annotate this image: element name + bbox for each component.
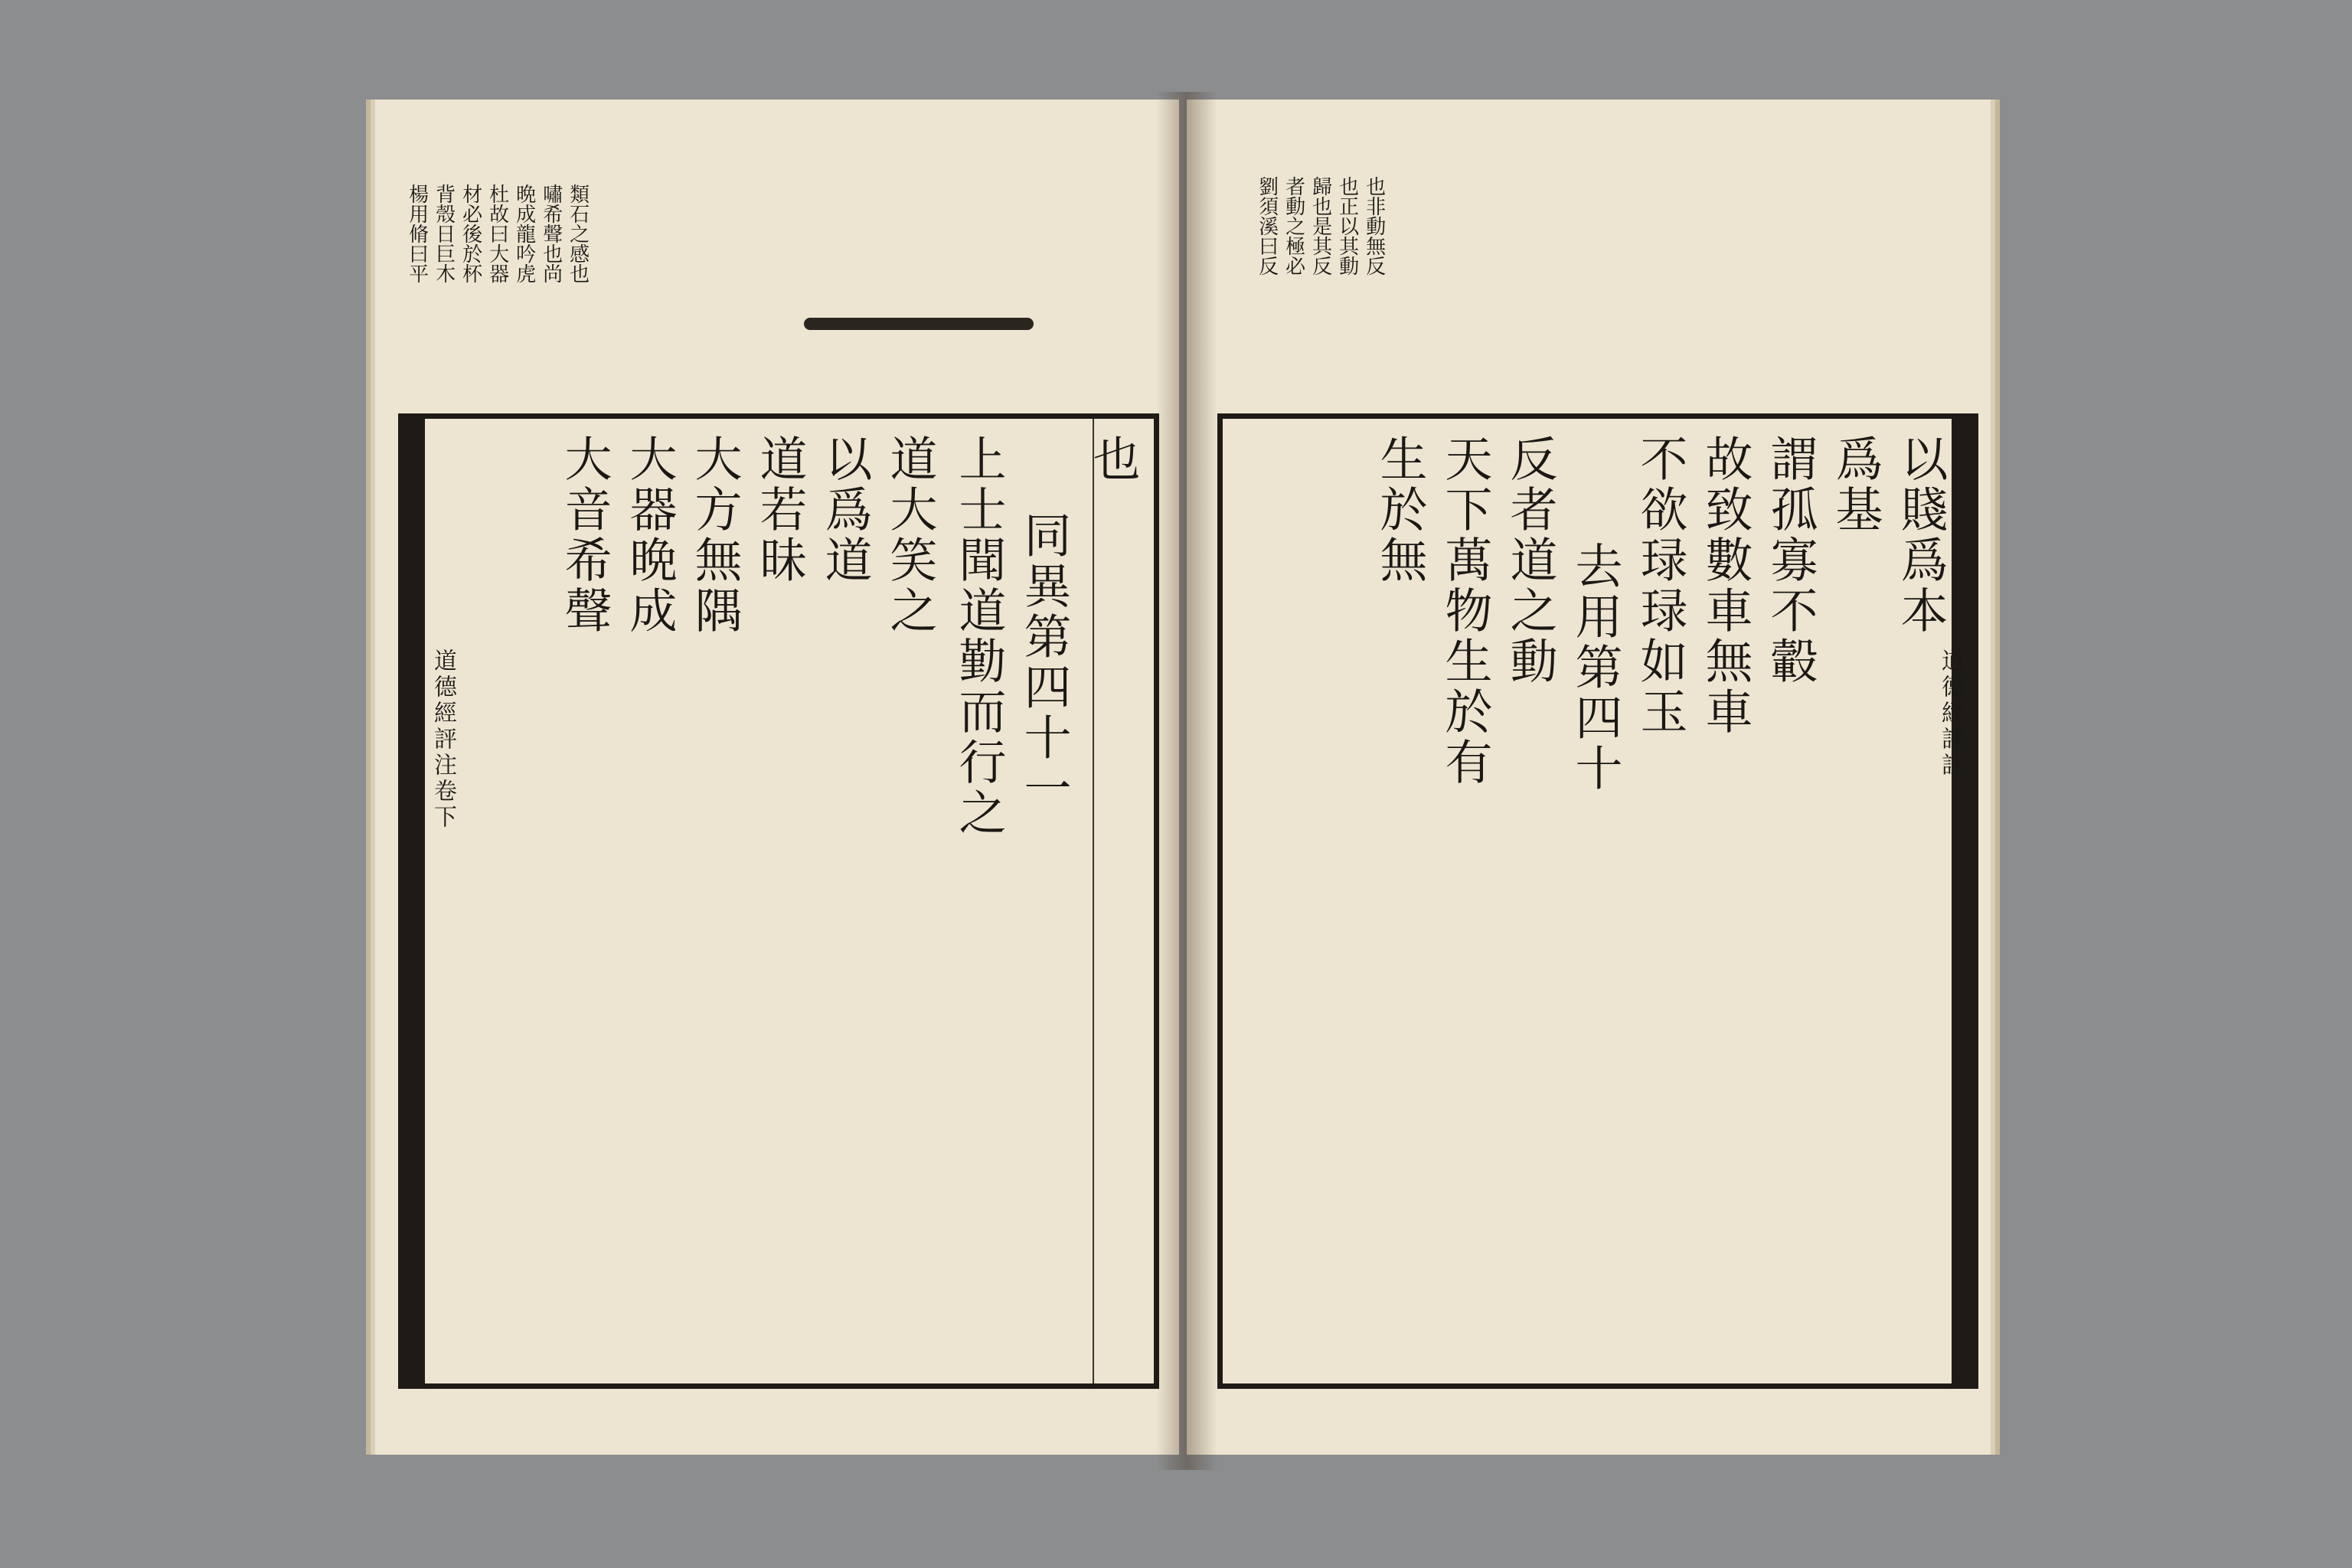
right-col-4: 故致數車無車 — [1697, 434, 1753, 737]
left-frame-edge — [403, 419, 425, 1383]
left-page — [375, 100, 1179, 1455]
column-rule — [1093, 419, 1094, 1383]
left-header-note-1: 楊用脩曰平 — [405, 184, 429, 283]
right-text-frame — [1217, 413, 1978, 1389]
left-col-7: 大方無隅 — [687, 434, 743, 636]
chapter-title-41: 同異第四十一 — [1016, 511, 1072, 814]
right-header-note-2: 者動之極必 — [1282, 176, 1305, 276]
left-col-1: 也 — [1085, 434, 1141, 485]
left-header-note-3: 材必後於杯 — [459, 184, 482, 283]
left-header-note-2: 背殼日巨木 — [432, 184, 456, 283]
right-col-9: 生於無 — [1372, 434, 1428, 586]
right-col-2: 爲基 — [1828, 434, 1883, 535]
right-col-8: 天下萬物生於有 — [1437, 434, 1493, 788]
right-page — [1187, 100, 1991, 1455]
left-col-5: 以爲道 — [817, 434, 873, 586]
left-header-note-5: 晩成龍吟虎 — [512, 184, 536, 283]
right-header-note-4: 也正以其動 — [1335, 176, 1359, 276]
ink-smudge — [804, 318, 1034, 330]
left-col-8: 大器晩成 — [622, 434, 678, 636]
right-header-note-5: 也非動無反 — [1362, 176, 1386, 276]
left-text-frame — [398, 413, 1159, 1389]
left-side-label: 道德經評注卷下 — [430, 648, 456, 831]
book-gutter — [1156, 92, 1217, 1470]
right-col-7: 反者道之動 — [1502, 434, 1558, 687]
left-header-note-6: 嘯希聲也尚 — [539, 184, 563, 283]
left-col-4: 道大笑之 — [882, 434, 938, 636]
right-col-5: 不欲琭琭如玉 — [1632, 434, 1688, 737]
left-col-6: 道若昧 — [752, 434, 808, 586]
right-side-label: 道德經評註 — [1937, 648, 1964, 779]
right-header-note-1: 劉須溪曰反 — [1255, 176, 1279, 276]
left-col-9: 大音希聲 — [557, 434, 612, 636]
right-col-1: 以賤爲本 — [1893, 434, 1949, 636]
right-col-3: 謂孤寡不轂 — [1762, 434, 1818, 687]
left-col-3: 上士聞道勤而行之 — [951, 434, 1007, 838]
chapter-title-40: 去用第四十 — [1567, 541, 1623, 794]
right-frame-edge — [1952, 419, 1973, 1383]
open-book — [360, 92, 1991, 1470]
left-header-note-7: 類石之感也 — [566, 184, 590, 283]
right-header-note-3: 歸也是其反 — [1308, 176, 1332, 276]
left-header-note-4: 杜故曰大器 — [485, 184, 509, 283]
